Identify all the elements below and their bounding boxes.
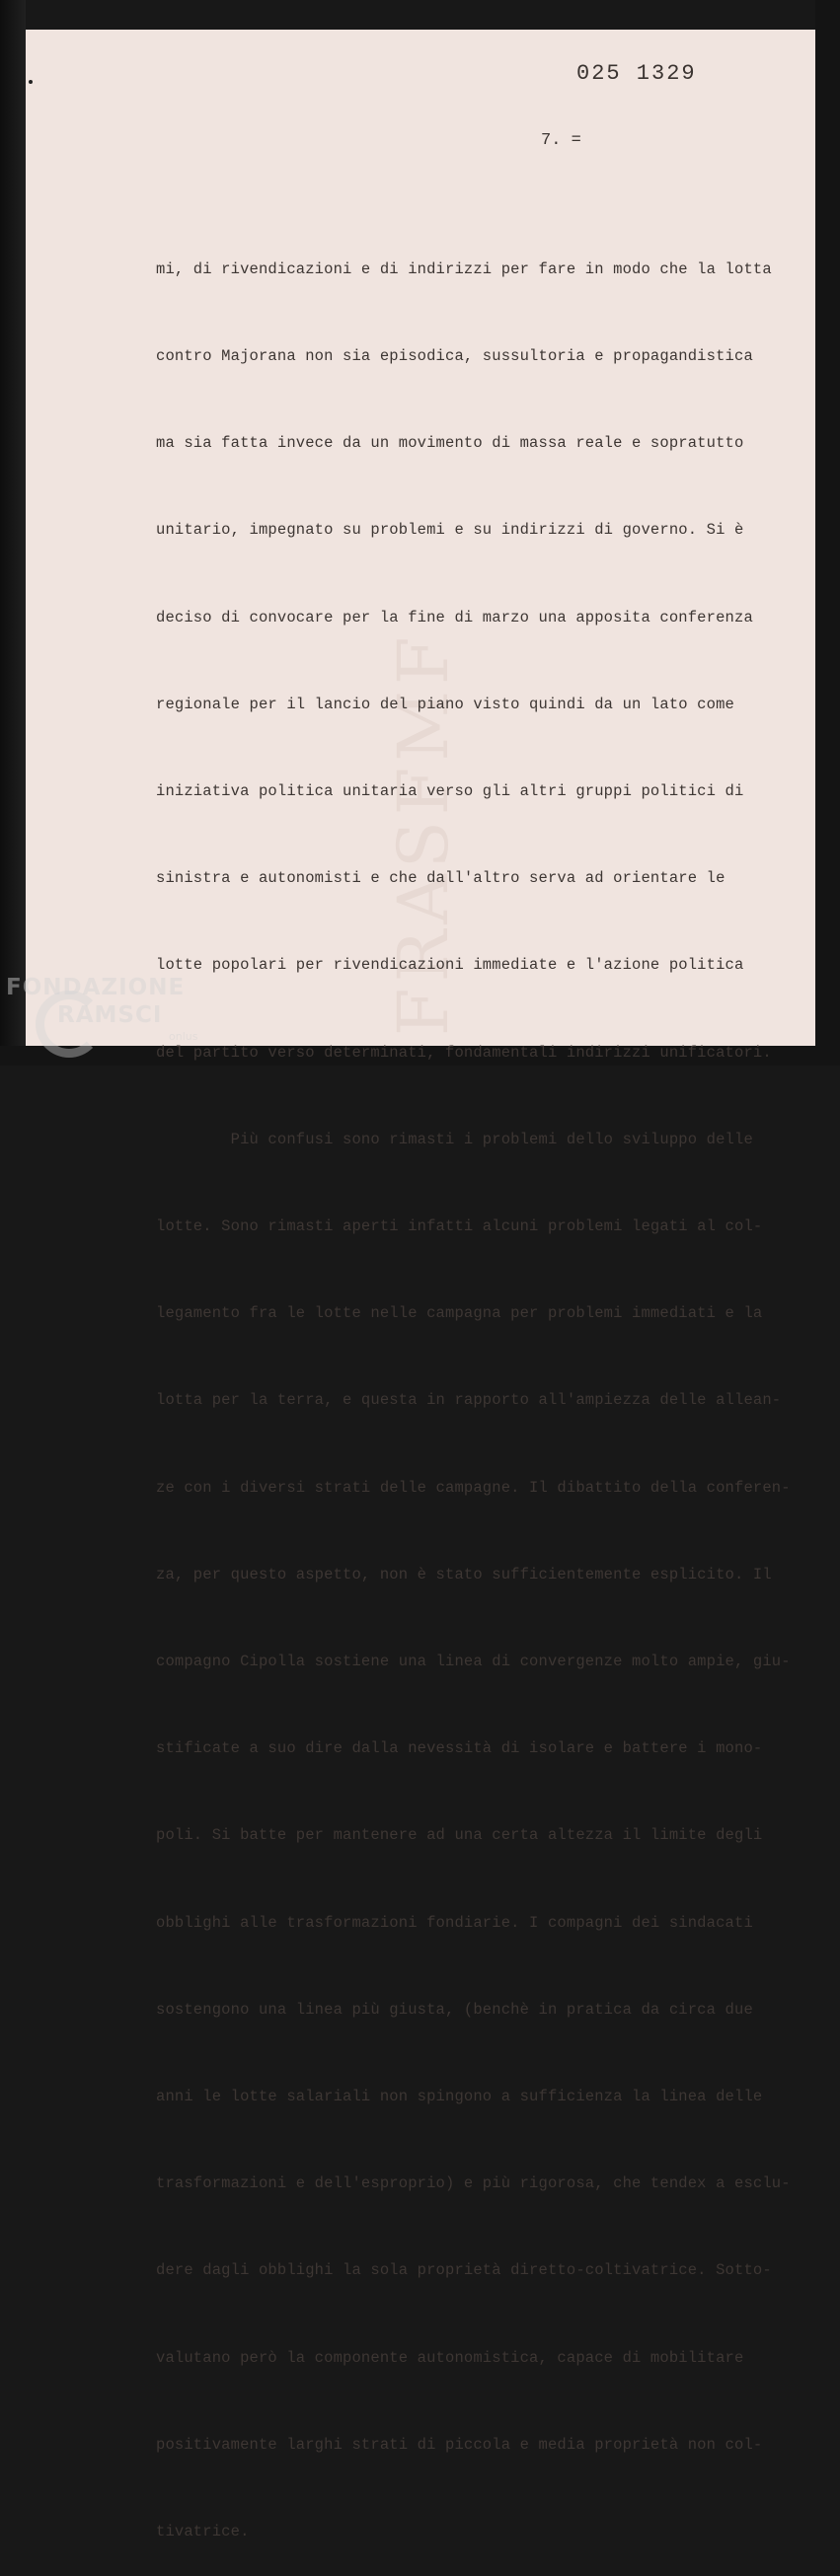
text-line: regionale per il lancio del piano visto quindi da un lato come: [156, 695, 734, 713]
text-line: lotta per la terra, e questa in rapporto all'ampiezza delle allean-: [156, 1391, 782, 1410]
text-line: unitario, impegnato su problemi e su indirizzi di governo. Si è: [156, 521, 744, 540]
text-line: positivamente larghi strati di piccola e media proprietà non col-: [156, 2435, 763, 2454]
scan-border-right: [815, 0, 840, 1066]
typed-body-text: [156, 197, 807, 2576]
text-line: lotte. Sono rimasti aperti infatti alcuni problemi legati al col-: [156, 1217, 763, 1236]
scan-border-left: [0, 0, 26, 1066]
logo-line-2: RAMSCI: [57, 1002, 163, 1028]
text-line: Più confusi sono rimasti i problemi dello sviluppo delle: [156, 1130, 753, 1148]
text-line: compagno Cipolla sostiene una linea di convergenze molto ampie, giu-: [156, 1653, 791, 1671]
text-line: sinistra e autonomisti e che dall'altro serva ad orientare le: [156, 869, 725, 888]
text-line: obblighi alle trasformazioni fondiarie. I compagni dei sindacati: [156, 1913, 753, 1932]
text-line: del partito verso determinati, fondamentali indirizzi unificatori.: [156, 1043, 772, 1062]
document-archive-number: 025 1329: [576, 61, 697, 86]
page-number: 7. =: [541, 131, 581, 150]
text-line: za, per questo aspetto, non è stato sufficientemente esplicito. Il: [156, 1565, 772, 1583]
text-line: anni le lotte salariali non spingono a sufficienza la linea delle: [156, 2088, 763, 2106]
text-line: ze con i diversi strati delle campagne. Il dibattito della conferen-: [156, 1478, 791, 1497]
logo-line-1: FONDAZIONE: [6, 975, 186, 1000]
logo-suffix: onlus: [169, 1030, 198, 1043]
text-line: deciso di convocare per la fine di marzo una apposita conferenza: [156, 608, 753, 626]
text-line: stificate a suo dire dalla nevessità di isolare e battere i mono-: [156, 1739, 763, 1758]
text-line: sostengono una linea più giusta, (benchè in pratica da circa due: [156, 2000, 753, 2019]
fondazione-gramsci-logo: [6, 973, 213, 1062]
text-line: poli. Si batte per mantenere ad una certa altezza il limite degli: [156, 1826, 763, 1845]
text-line: ma sia fatta invece da un movimento di massa reale e sopratutto: [156, 434, 744, 453]
text-line: iniziativa politica unitaria verso gli altri gruppi politici di: [156, 782, 744, 801]
text-line: legamento fra le lotte nelle campagna per problemi immediati e la: [156, 1304, 763, 1323]
text-line: contro Majorana non sia episodica, sussultoria e propagandistica: [156, 347, 753, 366]
ink-mark: [29, 80, 33, 84]
text-line: tivatrice.: [156, 2523, 250, 2541]
text-line: dere dagli obblighi la sola proprietà diretto-coltivatrice. Sotto-: [156, 2261, 772, 2280]
text-line: trasformazioni e dell'esproprio) e più rigorosa, che tendex a esclu-: [156, 2174, 791, 2193]
text-line: lotte popolari per rivendicazioni immediate e l'azione politica: [156, 956, 744, 975]
text-line: mi, di rivendicazioni e di indirizzi per fare in modo che la lotta: [156, 259, 772, 278]
text-line: valutano però la componente autonomistica, capace di mobilitare: [156, 2348, 744, 2367]
paper-watermark: FRASFMF: [383, 630, 464, 1036]
